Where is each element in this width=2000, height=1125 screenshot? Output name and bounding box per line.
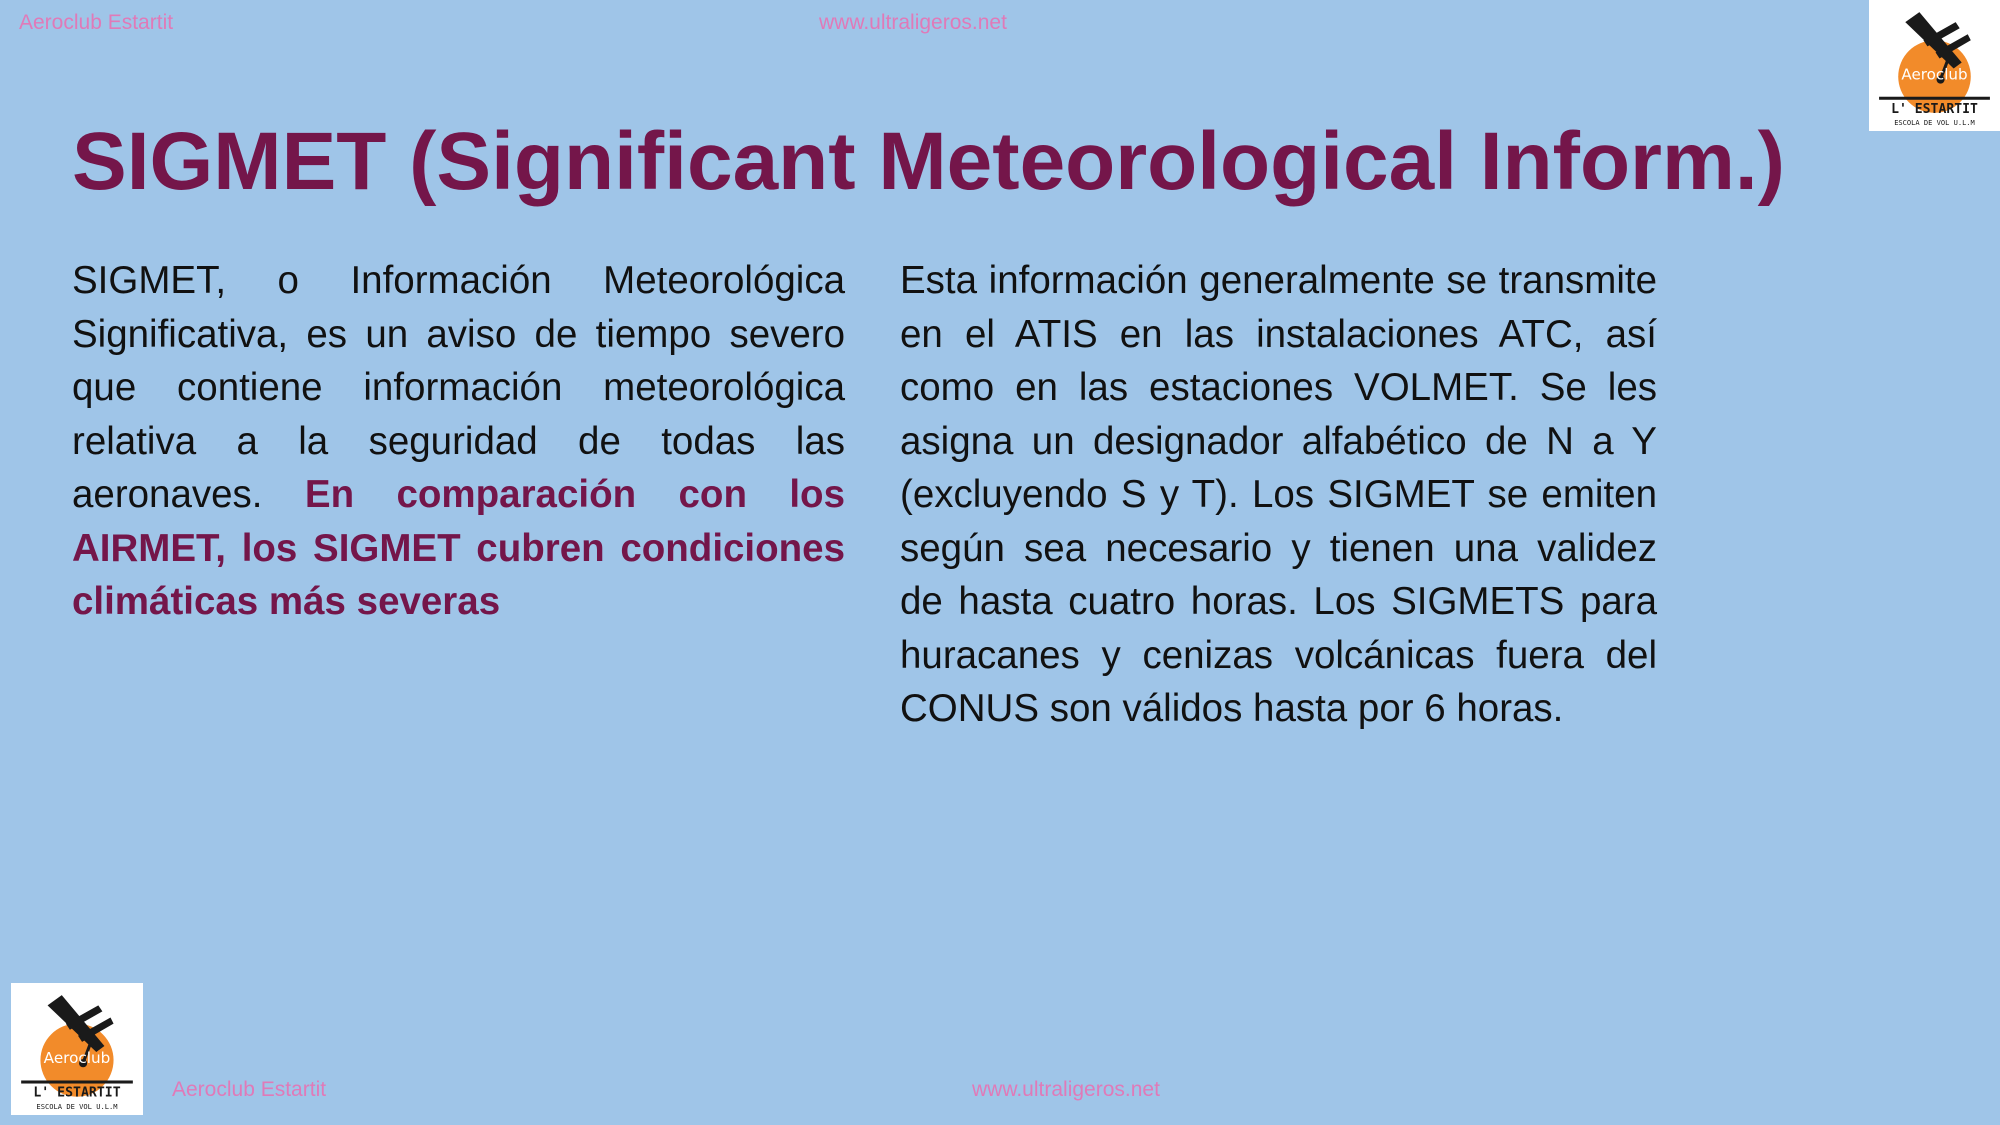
- logo-aeroclub-text: Aeroclub: [43, 1049, 111, 1068]
- aeroclub-logo-top: [1869, 0, 2000, 131]
- header-url: www.ultraligeros.net: [819, 11, 1007, 34]
- slide-title: SIGMET (Significant Meteorological Inform.): [72, 116, 1785, 207]
- column-left-highlight: En comparación con los AIRMET, los SIGMET cubren condiciones climáticas más severas: [72, 473, 845, 623]
- aeroclub-logo-bottom: [11, 983, 143, 1115]
- logo-aeroclub-text: Aeroclub: [1901, 65, 1968, 84]
- column-left-body: SIGMET, o Información Meteorológica Significativa, es un aviso de tiempo severo que contiene información meteorológica relativa a la seguridad de todas las aeronaves.: [72, 259, 845, 516]
- logo-school-text: ESCOLA DE VOL U.L.M: [36, 1101, 118, 1111]
- footer-url: www.ultraligeros.net: [972, 1078, 1160, 1101]
- logo-school-text: ESCOLA DE VOL U.L.M: [1894, 117, 1975, 127]
- text-column-left: [72, 254, 845, 629]
- header-left-text: Aeroclub Estartit: [19, 11, 174, 34]
- text-column-right: Esta información generalmente se transmite en el ATIS en las instalaciones ATC, así como en las estaciones VOLMET. Se les asigna un designador alfabético de N a Y (excluyendo S y T). Los SIGMET se emiten según sea necesario y tienen una validez de hasta cuatro horas. Los SIGMETS para huracanes y cenizas volcánicas fuera del CONUS son válidos hasta por 6 horas.: [900, 259, 1657, 730]
- footer-left-text: Aeroclub Estartit: [172, 1078, 327, 1101]
- logo-estartit-text: L' ESTARTIT: [1891, 101, 1978, 117]
- logo-estartit-text: L' ESTARTIT: [33, 1085, 121, 1101]
